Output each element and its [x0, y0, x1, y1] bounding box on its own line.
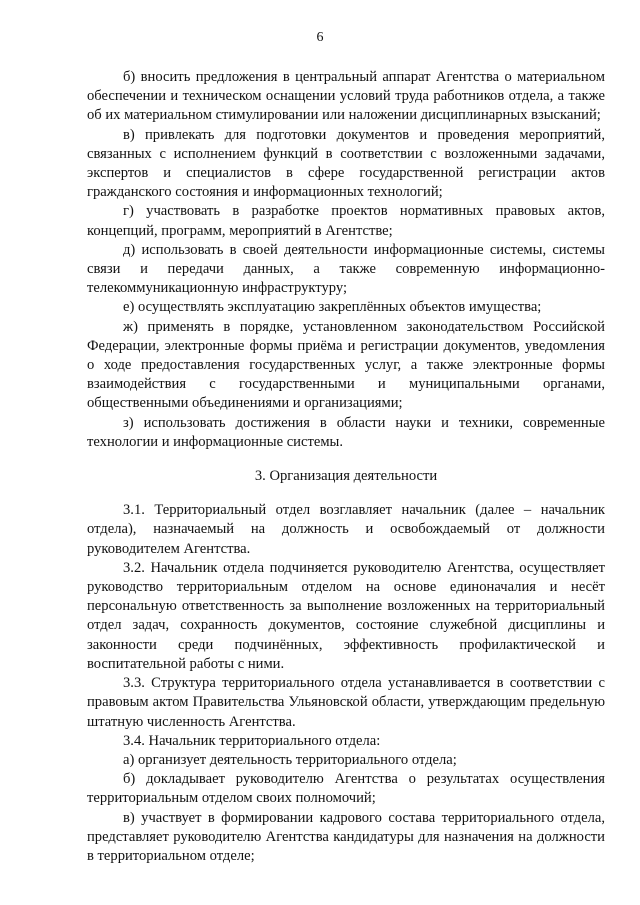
paragraph-item-b: б) вносить предложения в центральный аппарат Агентства о материальном обеспечении и техническом оснащении условий труда работников отдела, а также об их материальном стимулировании или наложении дисциплинарных взысканий; [87, 69, 605, 124]
document-body [87, 68, 605, 866]
paragraph-item-zh: ж) применять в порядке, установленном законодательством Российской Федерации, электронные формы приёма и регистрации документов, уведомления о ходе предоставления государственных услуг, а также электронные формы взаимодействия с государственными и муниципальными органами, общественными объединениями и организациями; [87, 318, 605, 412]
paragraph-3-1: 3.1. Территориальный отдел возглавляет начальник (далее – начальник отдела), назначаемый на должность и освобождаемый от должности руководителем Агентства. [87, 502, 605, 557]
paragraph-3-3: 3.3. Структура территориального отдела устанавливается в соответствии с правовым актом Правительства Ульяновской области, утверждающим предельную штатную численность Агентства. [87, 675, 605, 730]
paragraph-item-z: з) использовать достижения в области науки и техники, современные технологии и информационные системы. [87, 414, 605, 450]
paragraph-3-4-b: б) докладывает руководителю Агентства о результатах осуществления территориальным отделом своих полномочий; [87, 771, 605, 807]
section-heading: 3. Организация деятельности [254, 468, 438, 485]
paragraph-3-4-v: в) участвует в формировании кадрового состава территориального отдела, представляет руководителю Агентства кандидатуры для назначения на должности в территориальном отделе; [87, 809, 605, 864]
paragraph-3-2: 3.2. Начальник отдела подчиняется руководителю Агентства, осуществляет руководство территориальным отделом на основе единоначалия и несёт персональную ответственность за выполнение возложенных на территориальный отдел задач, сохранность документов, состояние служебной дисциплины и законности среди подчинённых, эффективность профилактической и воспитательной работы с ними. [87, 559, 605, 672]
paragraph-3-4-a: а) организует деятельность территориального отдела; [123, 751, 457, 768]
paragraph-item-v: в) привлекать для подготовки документов и проведения мероприятий, связанных с исполнением функций в соответствии с возложенными задачами, экспертов и специалистов в сфере государственной регистрации актов гражданского состояния и информационных технологий; [87, 126, 605, 201]
paragraph-item-e: е) осуществлять эксплуатацию закреплённых объектов имущества; [123, 299, 542, 316]
paragraph-3-4: 3.4. Начальник территориального отдела: [123, 732, 381, 749]
page-number: 6 [316, 30, 324, 45]
paragraph-item-g: г) участвовать в разработке проектов нормативных правовых актов, концепций, программ, мероприятий в Агентстве; [87, 203, 605, 239]
paragraph-item-d: д) использовать в своей деятельности информационные системы, системы связи и передачи данных, а также современную информационно-телекоммуникационную инфраструктуру; [87, 241, 605, 297]
